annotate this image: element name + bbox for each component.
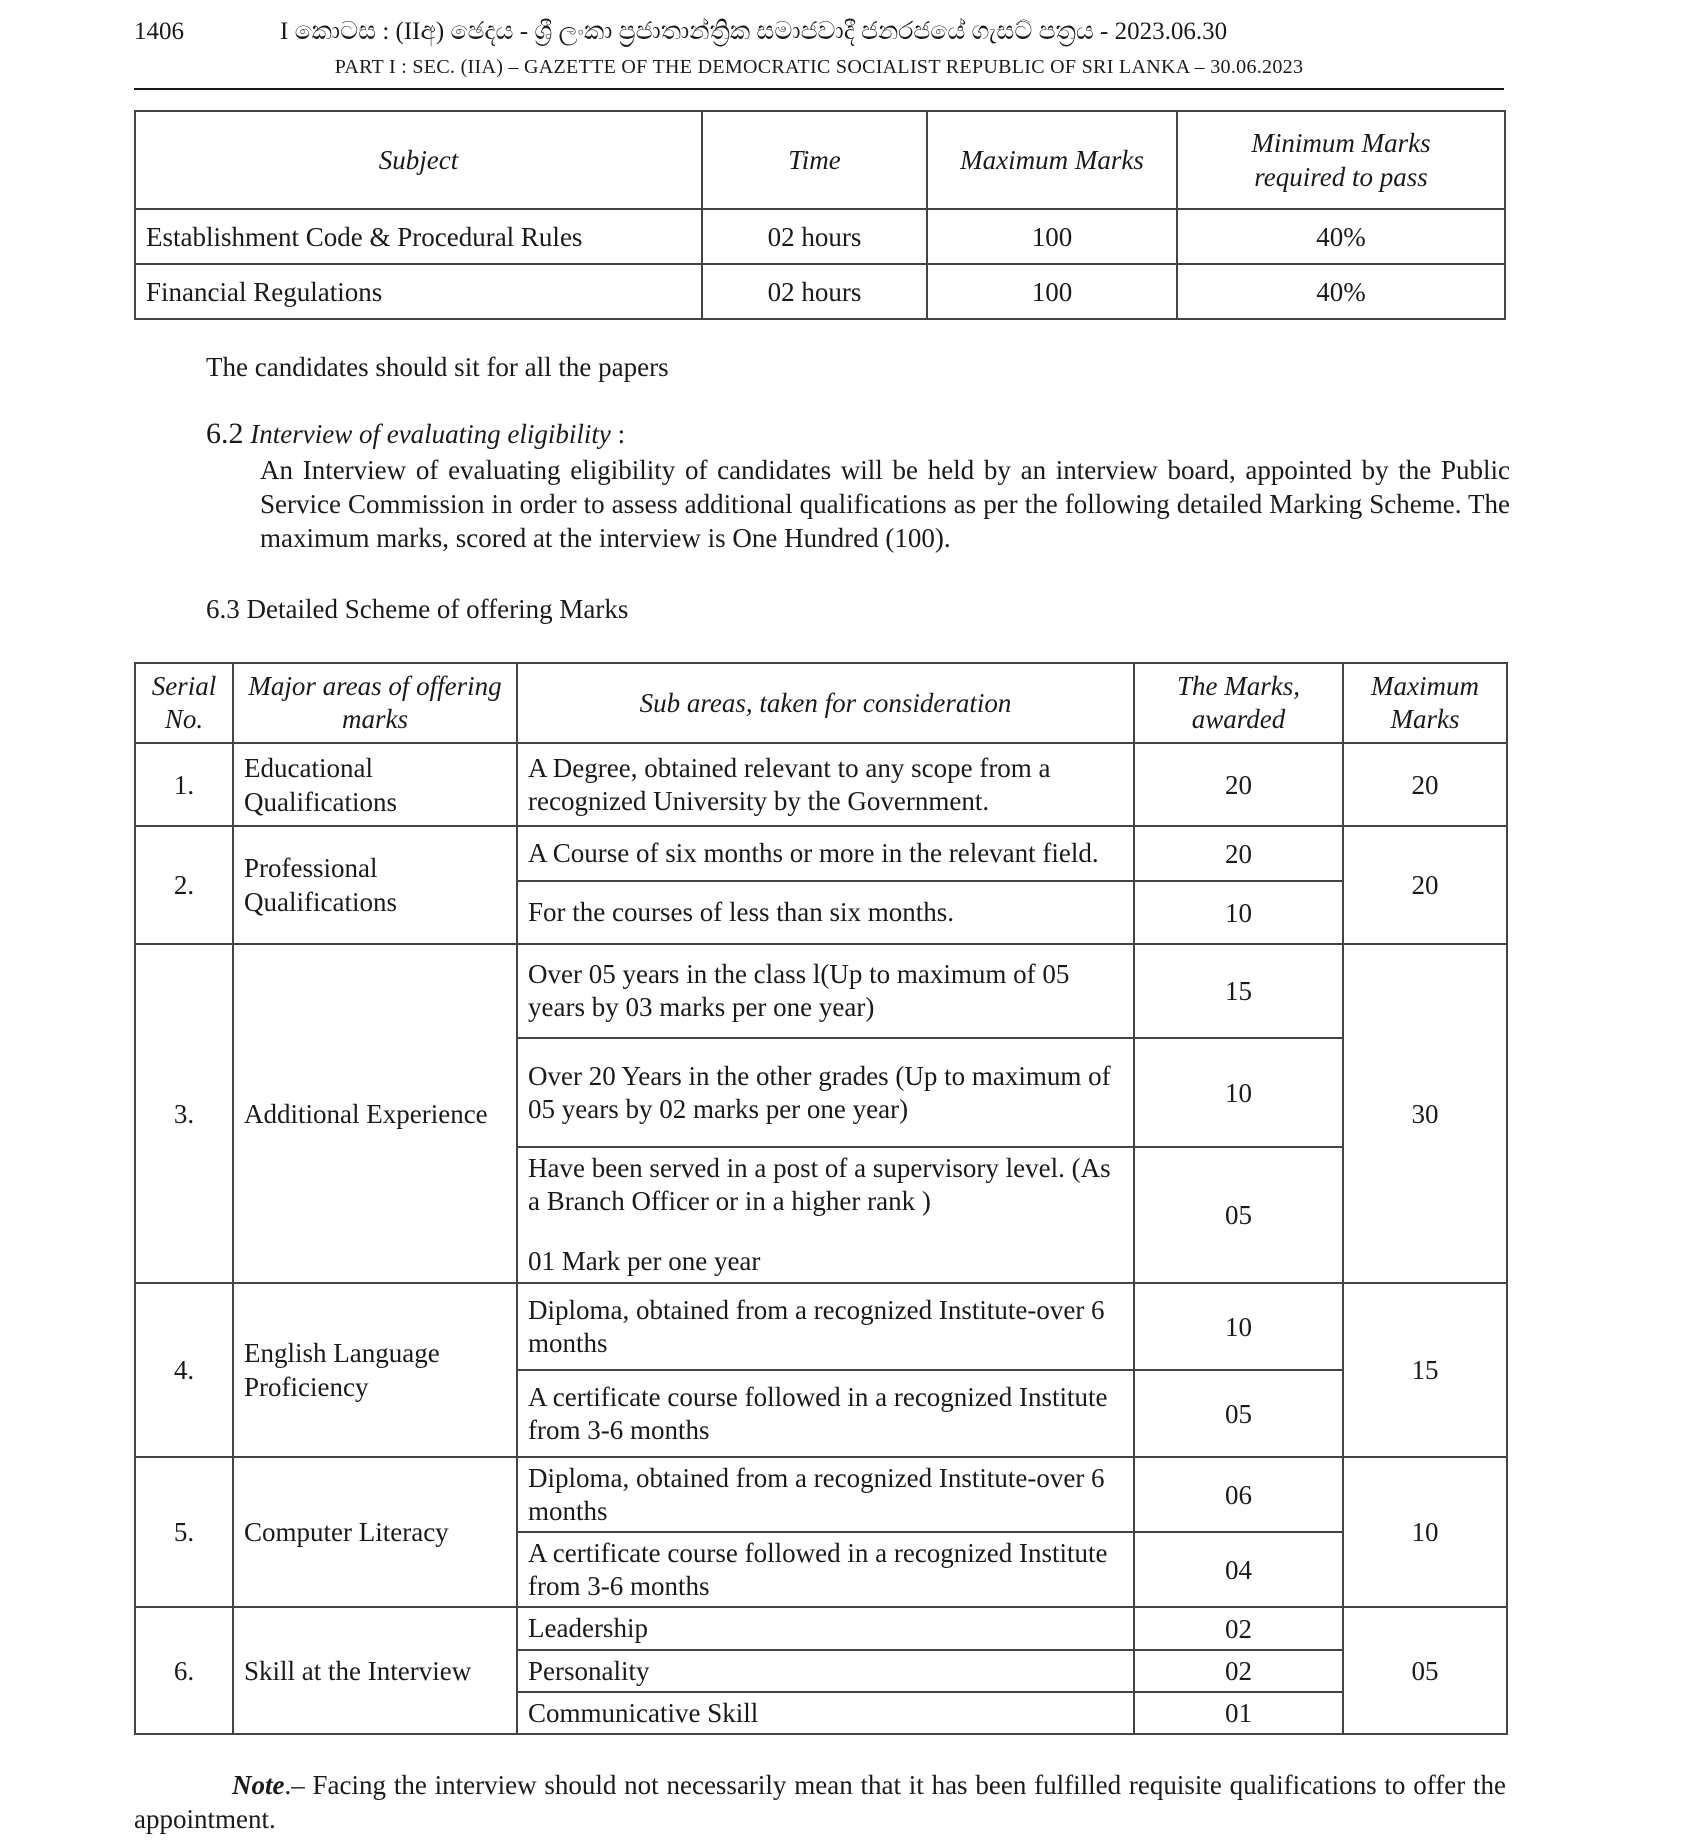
section-6-3-heading: 6.3 Detailed Scheme of offering Marks bbox=[206, 594, 629, 624]
cell-sub-area: A Degree, obtained relevant to any scope from a recognized University by the Government. bbox=[517, 743, 1134, 826]
cell-sub-area: A certificate course followed in a recognized Institute from 3-6 months bbox=[517, 1370, 1134, 1457]
cell-min-marks: 40% bbox=[1177, 264, 1505, 319]
cell-serial: 2. bbox=[135, 826, 233, 944]
table-row bbox=[135, 209, 1505, 264]
cell-marks-awarded: 05 bbox=[1134, 1370, 1343, 1457]
interview-note bbox=[134, 1768, 1506, 1836]
header-sub-areas: Sub areas, taken for consideration bbox=[517, 663, 1134, 743]
marking-scheme-table bbox=[134, 662, 1508, 1735]
cell-subject: Financial Regulations bbox=[135, 264, 702, 319]
sub-area-note: 01 Mark per one year bbox=[528, 1246, 761, 1276]
header-minimum-marks-label: Minimum Marks required to pass bbox=[1251, 128, 1431, 192]
cell-marks-awarded: 06 bbox=[1134, 1457, 1343, 1532]
cell-sub-area: Over 05 years in the class l(Up to maximum of 05 years by 03 marks per one year) bbox=[517, 944, 1134, 1038]
table-row bbox=[135, 743, 1507, 826]
cell-serial: 1. bbox=[135, 743, 233, 826]
cell-major-area: Additional Experience bbox=[233, 944, 517, 1283]
note-body: .– Facing the interview should not necessarily mean that it has been fulfilled requisite qualifications to offer the appointment. bbox=[134, 1770, 1506, 1834]
cell-marks-awarded: 20 bbox=[1134, 826, 1343, 881]
cell-marks-awarded: 02 bbox=[1134, 1607, 1343, 1650]
header-divider bbox=[134, 88, 1504, 90]
cell-marks-awarded: 02 bbox=[1134, 1650, 1343, 1692]
sub-area-text: Have been served in a post of a supervisory level. (As a Branch Officer or in a higher rank ) bbox=[528, 1153, 1111, 1216]
gazette-title-sinhala: I කොටස : (IIඅ) ඡෙදය - ශ්‍රී ලංකා ප්‍රජාතාන්ත්‍රික සමාජවාදී ජනරජයේ ගැසට් පත්‍රය - 2023.06.30 bbox=[280, 18, 1228, 45]
cell-sub-area bbox=[517, 1147, 1134, 1283]
cell-sub-area: A Course of six months or more in the relevant field. bbox=[517, 826, 1134, 881]
cell-maximum-marks: 10 bbox=[1343, 1457, 1507, 1607]
section-number: 6.2 bbox=[206, 417, 244, 450]
cell-sub-area: Leadership bbox=[517, 1607, 1134, 1650]
cell-sub-area: Diploma, obtained from a recognized Institute-over 6 months bbox=[517, 1457, 1134, 1532]
cell-maximum-marks: 05 bbox=[1343, 1607, 1507, 1734]
table-row bbox=[135, 1607, 1507, 1650]
cell-major-area: Skill at the Interview bbox=[233, 1607, 517, 1734]
cell-sub-area: A certificate course followed in a recognized Institute from 3-6 months bbox=[517, 1532, 1134, 1607]
cell-serial: 6. bbox=[135, 1607, 233, 1734]
cell-maximum-marks: 20 bbox=[1343, 743, 1507, 826]
header-time: Time bbox=[702, 111, 927, 209]
cell-subject: Establishment Code & Procedural Rules bbox=[135, 209, 702, 264]
cell-maximum-marks: 15 bbox=[1343, 1283, 1507, 1457]
table-row bbox=[135, 264, 1505, 319]
header-subject: Subject bbox=[135, 111, 702, 209]
cell-major-area: Professional Qualifications bbox=[233, 826, 517, 944]
page-number: 1406 bbox=[134, 18, 184, 45]
cell-time: 02 hours bbox=[702, 264, 927, 319]
note-label: Note bbox=[232, 1770, 285, 1800]
cell-serial: 3. bbox=[135, 944, 233, 1283]
cell-sub-area: Over 20 Years in the other grades (Up to maximum of 05 years by 02 marks per one year) bbox=[517, 1038, 1134, 1147]
cell-sub-area: Personality bbox=[517, 1650, 1134, 1692]
cell-serial: 5. bbox=[135, 1457, 233, 1607]
cell-serial: 4. bbox=[135, 1283, 233, 1457]
table-header-row bbox=[135, 663, 1507, 743]
cell-time: 02 hours bbox=[702, 209, 927, 264]
header-marks-awarded: The Marks, awarded bbox=[1134, 663, 1343, 743]
gazette-title-english: PART I : SEC. (IIA) – GAZETTE OF THE DEMOCRATIC SOCIALIST REPUBLIC OF SRI LANKA – 30.06.2023 bbox=[334, 56, 1304, 78]
cell-sub-area: Communicative Skill bbox=[517, 1692, 1134, 1734]
cell-max-marks: 100 bbox=[927, 209, 1177, 264]
table-row bbox=[135, 1457, 1507, 1532]
cell-marks-awarded: 05 bbox=[1134, 1147, 1343, 1283]
section-title: Interview of evaluating eligibility bbox=[250, 419, 611, 449]
section-6-2-body: An Interview of evaluating eligibility of candidates will be held by an interview board, appointed by the Public Service Commission in order to assess additional qualifications as per the following detailed Marking Scheme. The maximum marks, scored at the interview is One Hundred (100). bbox=[260, 455, 1510, 553]
header-serial-no: Serial No. bbox=[135, 663, 233, 743]
cell-marks-awarded: 15 bbox=[1134, 944, 1343, 1038]
cell-maximum-marks: 30 bbox=[1343, 944, 1507, 1283]
cell-major-area: Computer Literacy bbox=[233, 1457, 517, 1607]
cell-major-area: English Language Proficiency bbox=[233, 1283, 517, 1457]
header-maximum-marks: Maximum Marks bbox=[927, 111, 1177, 209]
cell-max-marks: 100 bbox=[927, 264, 1177, 319]
cell-sub-area: For the courses of less than six months. bbox=[517, 881, 1134, 944]
table-header-row bbox=[135, 111, 1505, 209]
exam-subjects-table bbox=[134, 110, 1506, 320]
table-row bbox=[135, 1283, 1507, 1370]
cell-sub-area: Diploma, obtained from a recognized Institute-over 6 months bbox=[517, 1283, 1134, 1370]
cell-marks-awarded: 01 bbox=[1134, 1692, 1343, 1734]
section-6-2-heading bbox=[206, 417, 625, 451]
section-colon: : bbox=[610, 419, 626, 449]
table-row bbox=[135, 826, 1507, 881]
cell-marks-awarded: 20 bbox=[1134, 743, 1343, 826]
cell-marks-awarded: 10 bbox=[1134, 1283, 1343, 1370]
header-maximum-marks: Maximum Marks bbox=[1343, 663, 1507, 743]
header-major-areas: Major areas of offering marks bbox=[233, 663, 517, 743]
cell-maximum-marks: 20 bbox=[1343, 826, 1507, 944]
cell-marks-awarded: 10 bbox=[1134, 881, 1343, 944]
table-row bbox=[135, 944, 1507, 1038]
cell-major-area: Educational Qualifications bbox=[233, 743, 517, 826]
sit-all-papers-note: The candidates should sit for all the papers bbox=[206, 352, 669, 382]
cell-marks-awarded: 04 bbox=[1134, 1532, 1343, 1607]
header-minimum-marks bbox=[1177, 111, 1505, 209]
cell-min-marks: 40% bbox=[1177, 209, 1505, 264]
cell-marks-awarded: 10 bbox=[1134, 1038, 1343, 1147]
